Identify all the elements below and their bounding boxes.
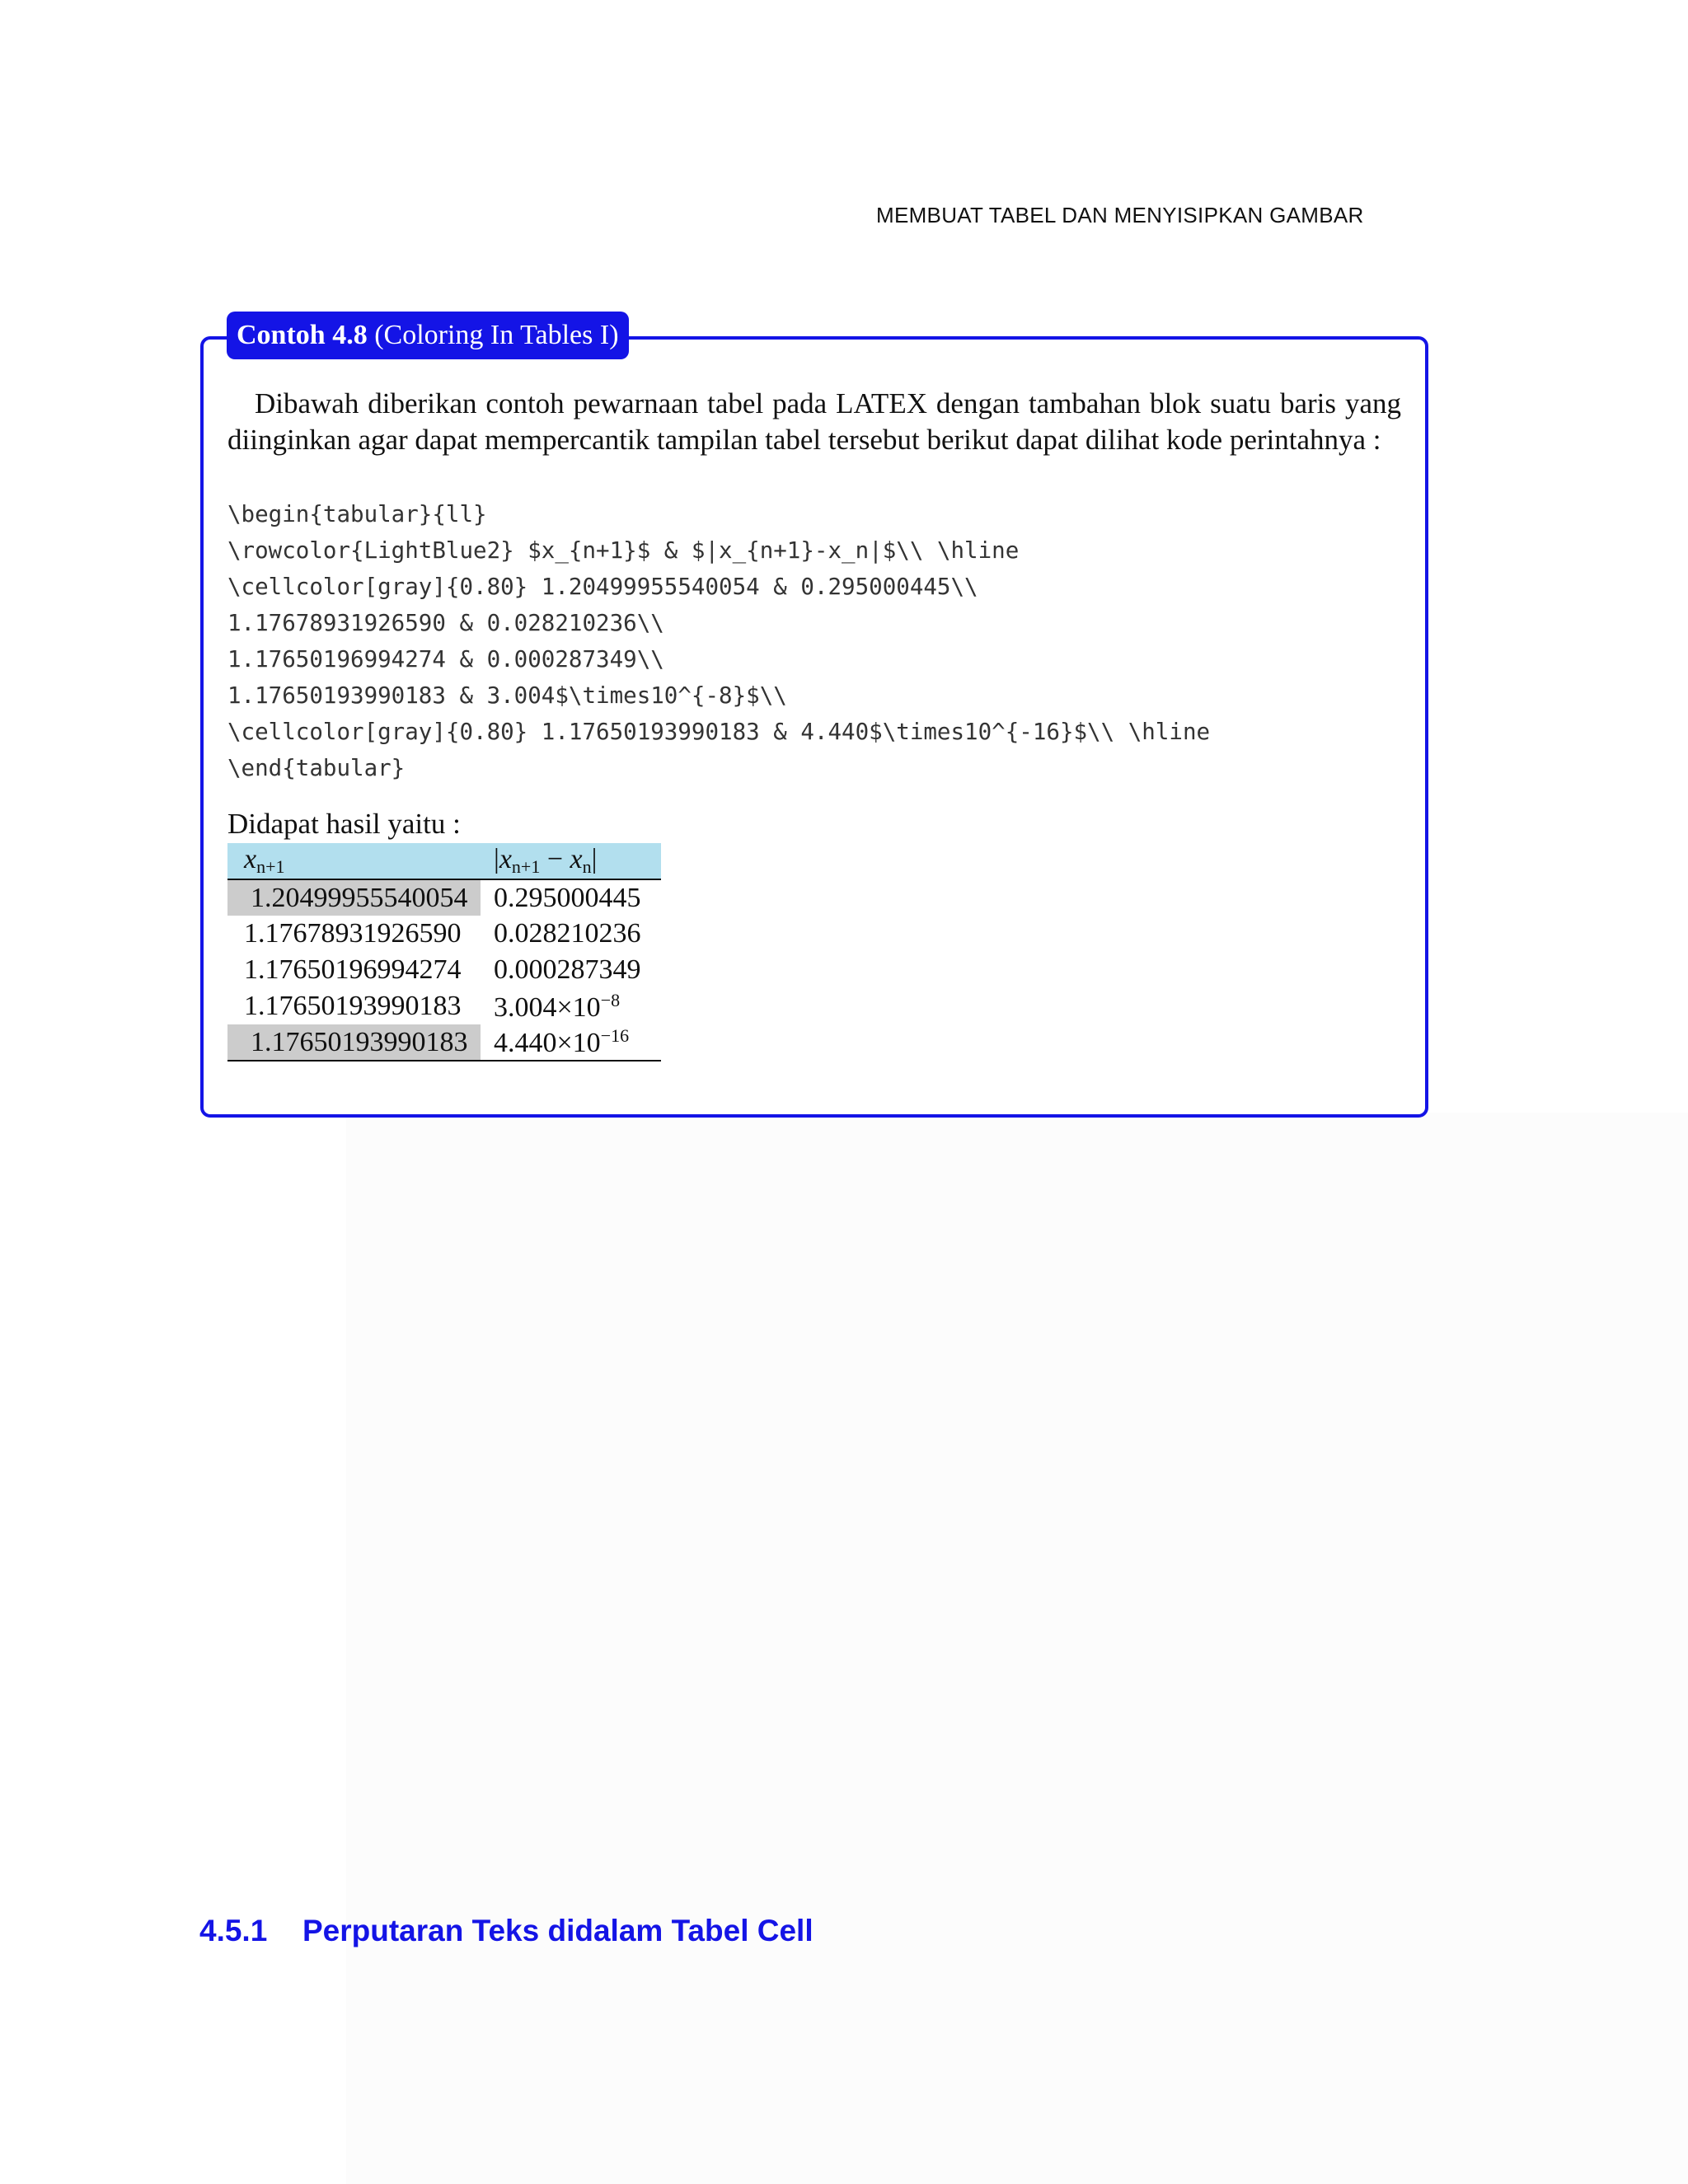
header-abs-difference: $|x_{n+1} - x_n|$ xyxy=(481,843,661,879)
cell-diff: 0.295000445 xyxy=(494,882,641,913)
cell-x: 1.20499955540054 xyxy=(227,879,481,916)
code-line: \begin{tabular}{ll} xyxy=(227,501,487,527)
table-row xyxy=(227,952,661,988)
example-title-tab xyxy=(227,312,629,359)
table-header-row xyxy=(227,843,661,879)
table-row xyxy=(227,988,661,1024)
header-x-n-plus-1: $x_{n+1}$ xyxy=(227,843,481,879)
cell-diff: $4.440\times 10^{-16}$ xyxy=(481,1024,661,1061)
cell-diff: $3.004\times 10^{-8}$ xyxy=(494,989,621,1023)
cell-x: 1.17678931926590 xyxy=(244,918,462,949)
code-line: \end{tabular} xyxy=(227,755,406,781)
cell-diff: 0.028210236 xyxy=(494,918,641,949)
intro-text: Dibawah diberikan contoh pewarnaan tabel pada LATEX dengan tambahan blok suatu baris yang diinginkan agar dapat mempercantik tampilan tabel tersebut berikut dapat dilihat kode perintahnya : xyxy=(227,387,1401,456)
code-line: \cellcolor[gray]{0.80} 1.20499955540054 & 0.295000445\\ xyxy=(227,574,978,600)
code-line: 1.17678931926590 & 0.028210236\\ xyxy=(227,610,664,636)
cell-diff: 0.000287349 xyxy=(494,954,641,985)
table-row xyxy=(227,1024,661,1061)
code-line: 1.17650193990183 & 3.004$\times10^{-8}$\\ xyxy=(227,682,787,709)
code-block xyxy=(227,496,1210,786)
result-table xyxy=(227,843,661,1062)
code-line: 1.17650196994274 & 0.000287349\\ xyxy=(227,646,664,673)
table-row xyxy=(227,879,661,916)
section-number: 4.5.1 xyxy=(199,1914,268,1947)
result-label: Didapat hasil yaitu : xyxy=(227,808,461,840)
code-line: \rowcolor{LightBlue2} $x_{n+1}$ & $|x_{n+1}-x_n|$\\ \hline xyxy=(227,537,1020,564)
cell-x: 1.17650193990183 xyxy=(227,1024,481,1061)
table-row xyxy=(227,916,661,952)
example-label: Contoh 4.8 xyxy=(237,320,368,350)
example-subtitle: (Coloring In Tables I) xyxy=(374,320,619,350)
cell-x: 1.17650196994274 xyxy=(244,954,462,985)
example-intro-paragraph xyxy=(227,386,1401,458)
section-heading xyxy=(199,1914,814,1948)
section-title: Perputaran Teks didalam Tabel Cell xyxy=(302,1914,814,1947)
cell-x: 1.17650193990183 xyxy=(244,991,462,1021)
running-header: MEMBUAT TABEL DAN MENYISIPKAN GAMBAR xyxy=(876,203,1364,227)
page-background xyxy=(346,1113,1688,2184)
code-line: \cellcolor[gray]{0.80} 1.17650193990183 & 4.440$\times10^{-16}$\\ \hline xyxy=(227,719,1211,745)
